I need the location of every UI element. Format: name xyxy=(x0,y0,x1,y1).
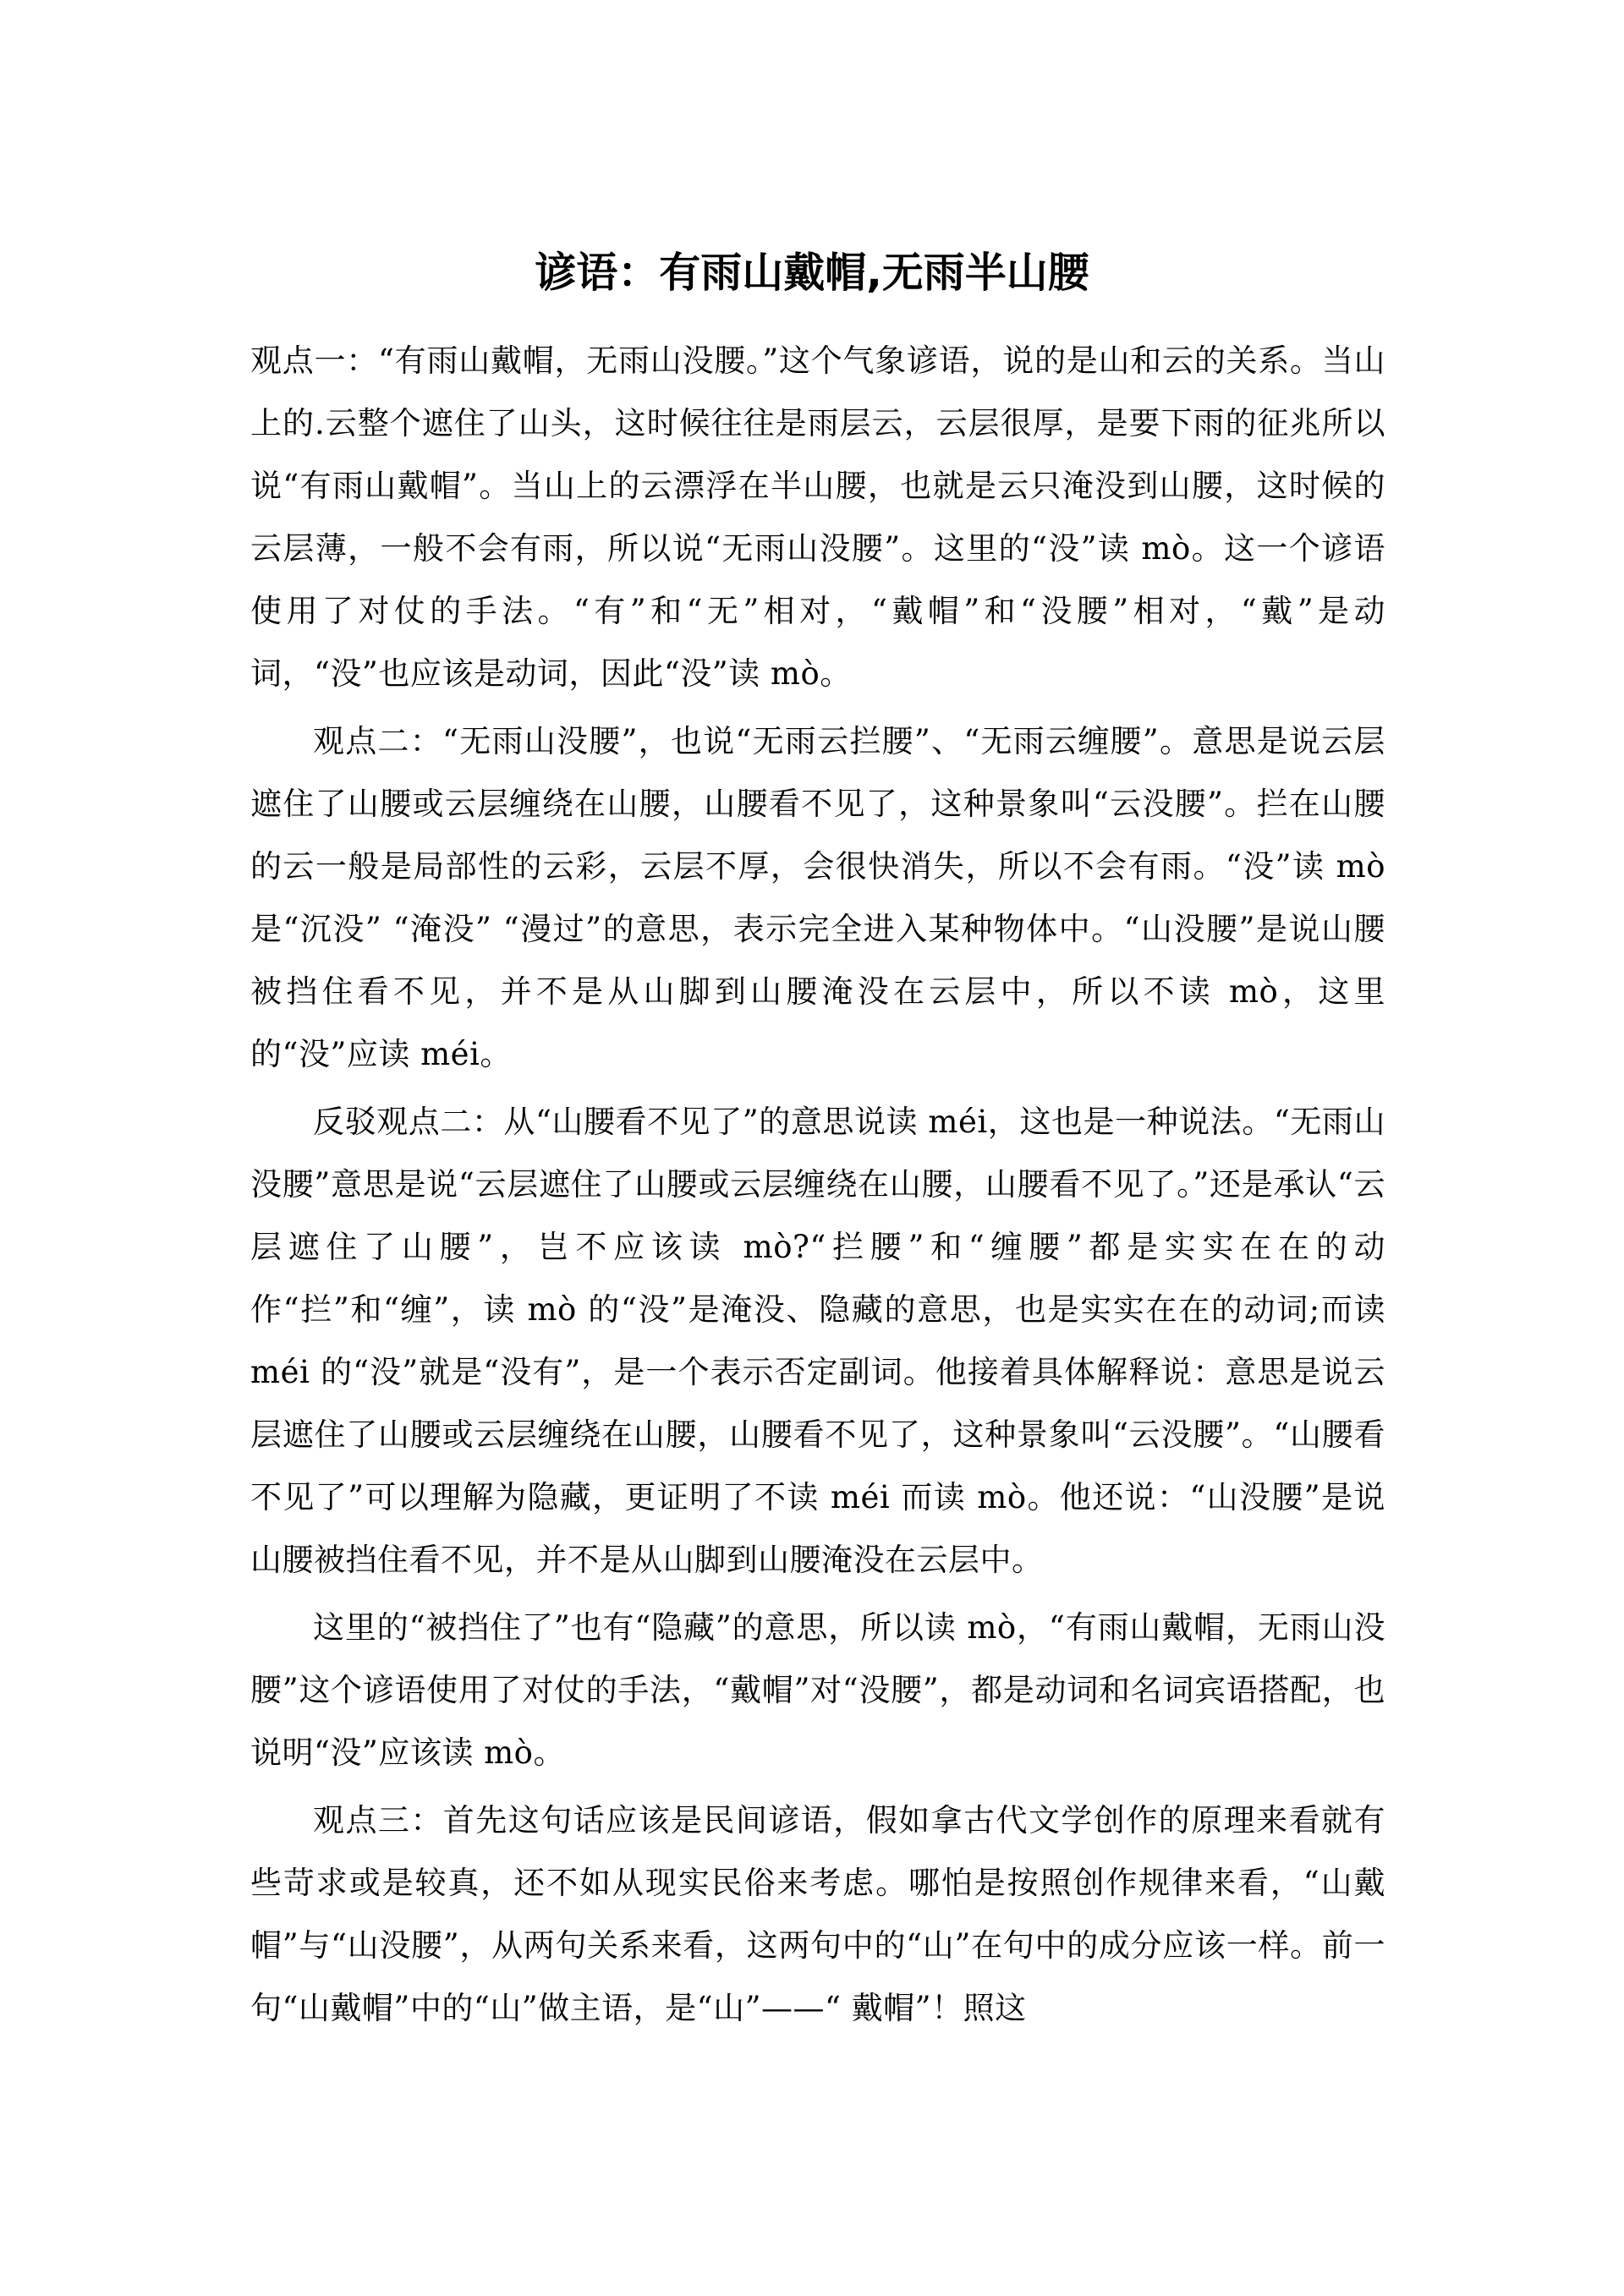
paragraph-viewpoint-3: 观点三：首先这句话应该是民间谚语，假如拿古代文学创作的原理来看就有些苛求或是较真，还不如从现实民俗来考虑。哪怕是按照创作规律来看，“山戴帽”与“山没腰”，从两句关系来看，这两句中的“山”在句中的成分应该一样。前一句“山戴帽”中的“山”做主语，是“山”——“ 戴帽”！照这 xyxy=(250,1802,1385,2026)
document-body xyxy=(250,330,1385,2045)
paragraph-rebuttal-2: 反驳观点二：从“山腰看不见了”的意思说读 méi，这也是一种说法。“无雨山没腰”意思是说“云层遮住了山腰或云层缠绕在山腰，山腰看不见了。”还是承认“云层遮住了山腰”，岂不应该读 mò?“拦腰”和“缠腰”都是实实在在的动作“拦”和“缠”，读 mò 的“没”是淹没、隐藏的意思，也是实实在在的动词;而读 méi 的“没”就是“没有”，是一个表示否定副词。他接着具体解释说：意思是说云层遮住了山腰或云层缠绕在山腰，山腰看不见了，这种景象叫“云没腰”。“山腰看不见了”可以理解为隐藏，更证明了不读 méi 而读 mò。他还说：“山没腰”是说山腰被挡住看不见，并不是从山脚到山腰淹没在云层中。 xyxy=(250,1104,1385,1578)
document-title: 谚语：有雨山戴帽,无雨半山腰 xyxy=(535,249,1089,297)
paragraph-viewpoint-1: 观点一：“有雨山戴帽，无雨山没腰。”这个气象谚语，说的是山和云的关系。当山上的.云整个遮住了山头，这时候往往是雨层云，云层很厚，是要下雨的征兆所以说“有雨山戴帽”。当山上的云漂浮在半山腰，也就是云只淹没到山腰，这时候的云层薄，一般不会有雨，所以说“无雨山没腰”。这里的“没”读 mò。这一个谚语使用了对仗的手法。“有”和“无”相对，“戴帽”和“没腰”相对，“戴”是动词，“没”也应该是动词，因此“没”读 mò。 xyxy=(250,342,1385,692)
paragraph-rebuttal-2-cont: 这里的“被挡住了”也有“隐藏”的意思，所以读 mò，“有雨山戴帽，无雨山没腰”这个谚语使用了对仗的手法，“戴帽”对“没腰”，都是动词和名词宾语搭配，也说明“没”应该读 mò。 xyxy=(250,1609,1385,1771)
paragraph-viewpoint-2: 观点二：“无雨山没腰”，也说“无雨云拦腰”、“无雨云缠腰”。意思是说云层遮住了山腰或云层缠绕在山腰，山腰看不见了，这种景象叫“云没腰”。拦在山腰的云一般是局部性的云彩，云层不厚，会很快消失，所以不会有雨。“没”读 mò 是“沉没” “淹没” “漫过”的意思，表示完全进入某种物体中。“山没腰”是说山腰被挡住看不见，并不是从山脚到山腰淹没在云层中，所以不读 mò，这里的“没”应读 méi。 xyxy=(250,723,1385,1072)
